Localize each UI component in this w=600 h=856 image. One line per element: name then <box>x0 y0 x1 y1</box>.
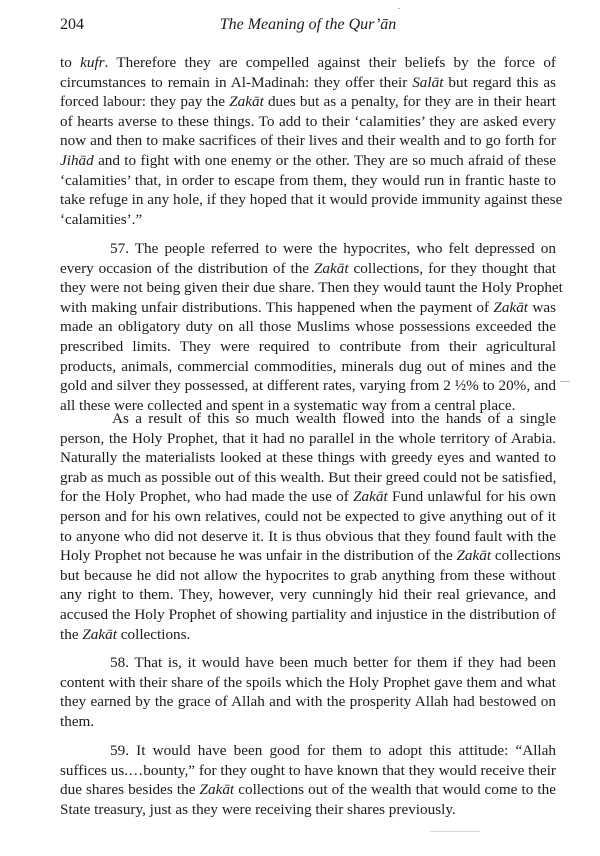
paragraph-continuation <box>60 53 563 229</box>
text-line: prescribed limits. They were required to contribute from their agricultural <box>60 337 556 355</box>
text-line: 57. The people referred to were the hypocrites, who felt depressed on <box>110 240 556 257</box>
text-line: due shares besides the Zakāt collections out of the wealth that would come to the <box>60 781 556 799</box>
text-line: to kufr. Therefore they are compelled against their beliefs by the force of <box>60 54 556 71</box>
running-title: The Meaning of the Qur’ān <box>219 16 397 33</box>
paragraph-note-58 <box>60 653 556 731</box>
scan-speck <box>430 831 480 832</box>
italic-term: Zakāt <box>353 488 388 506</box>
text-line: circumstances to remain in Al-Madinah: they offer their Salāt but regard this as <box>60 73 556 91</box>
text-line: made an obligatory duty on all those Muslims whose possessions exceeded the <box>60 318 556 336</box>
text-line: they earned by the grace of Allah and with the prosperity Allah had bestowed on <box>60 693 556 711</box>
scan-speck <box>398 8 400 9</box>
text-line: ‘calamities’.” <box>60 210 143 228</box>
text-line: they were not being given their due share. Then they would taunt the Holy Prophet <box>60 279 563 297</box>
scan-speck <box>560 381 570 382</box>
text-line: suffices us.…bounty,” for they ought to have known that they would receive their <box>60 761 556 779</box>
text-line: with making unfair distributions. This happened when the payment of Zakāt was <box>60 298 556 316</box>
italic-term: Zakāt <box>493 298 529 316</box>
text-line: forced labour: they pay the Zakāt dues but as a penalty, for they are in their heart <box>60 93 556 111</box>
page-number: 204 <box>60 16 84 33</box>
italic-term: Salāt <box>412 73 444 91</box>
text-line: the Zakāt collections. <box>60 625 191 643</box>
text-line: 59. It would have been good for them to adopt this attitude: “Allah <box>110 742 556 759</box>
text-line: gold and silver they possessed, at different rates, varying from 2 ½% to 20%, and <box>60 377 556 395</box>
text-line: products, animals, commercial commodities, minerals dug out of mines and the <box>60 357 556 375</box>
text-line: all these were collected and spent in a systematic way from a central place. <box>60 396 516 414</box>
italic-term: Zakāt <box>82 625 117 643</box>
italic-term: Jihād <box>60 151 94 169</box>
italic-term: Zakāt <box>229 93 264 111</box>
text-line: person, the Holy Prophet, that it had no parallel in the whole territory of Arabia. <box>60 429 556 447</box>
text-line: them. <box>60 712 95 730</box>
paragraph-note-57-continued <box>60 409 561 644</box>
text-line: to anyone who did not deserve it. It is thus obvious that they found fault with the <box>60 527 556 545</box>
text-line: As a result of this so much wealth flowed into the hands of a single <box>112 410 556 427</box>
italic-term: Zakāt <box>456 547 492 565</box>
text-line: person and for his own relatives, could not be expected to give anything out of it <box>60 507 556 525</box>
paragraph-note-57 <box>60 239 563 415</box>
text-line: accused the Holy Prophet of showing partiality and injustice in the distribution of <box>60 605 556 623</box>
text-line: 58. That is, it would have been much better for them if they had been <box>110 654 556 671</box>
text-line: grab as much as possible out of this wealth. But their greed could not be satisfied, <box>60 468 557 486</box>
text-line: Naturally the materialists looked at these things with greedy eyes and wanted to <box>60 449 556 467</box>
text-line: of hearts averse to these things. To add to their ‘calamities’ they are asked every <box>60 112 556 130</box>
text-line: State treasury, just as they were receiving their shares previously. <box>60 800 456 818</box>
text-line: but because he did not allow the hypocrites to grab anything from these without <box>60 566 556 584</box>
page-header <box>60 16 556 38</box>
text-line: take refuge in any hole, if they hoped that it would provide immunity against these <box>60 191 563 209</box>
text-line: ‘calamities’ that, in order to escape from them, they would run in frantic haste to <box>60 171 556 189</box>
text-line: content with their share of the spoils which the Holy Prophet gave them and what <box>60 673 556 691</box>
italic-term: kufr <box>80 54 105 71</box>
text-line: any right to them. They, however, very cunningly hid their real grievance, and <box>60 586 556 604</box>
text-line: now and then to make sacrifices of their lives and their wealth and to go forth for <box>60 132 556 150</box>
text-line: Holy Prophet not because he was unfair in the distribution of the Zakāt collections <box>60 547 561 565</box>
italic-term: Zakāt <box>199 781 235 799</box>
text-line: every occasion of the distribution of the Zakāt collections, for they thought that <box>60 259 556 277</box>
italic-term: Zakāt <box>313 259 349 277</box>
text-line: for the Holy Prophet, who had made the use of Zakāt Fund unlawful for his own <box>60 488 556 506</box>
paragraph-note-59 <box>60 741 556 819</box>
text-line: Jihād and to fight with one enemy or the other. They are so much afraid of these <box>60 151 556 169</box>
